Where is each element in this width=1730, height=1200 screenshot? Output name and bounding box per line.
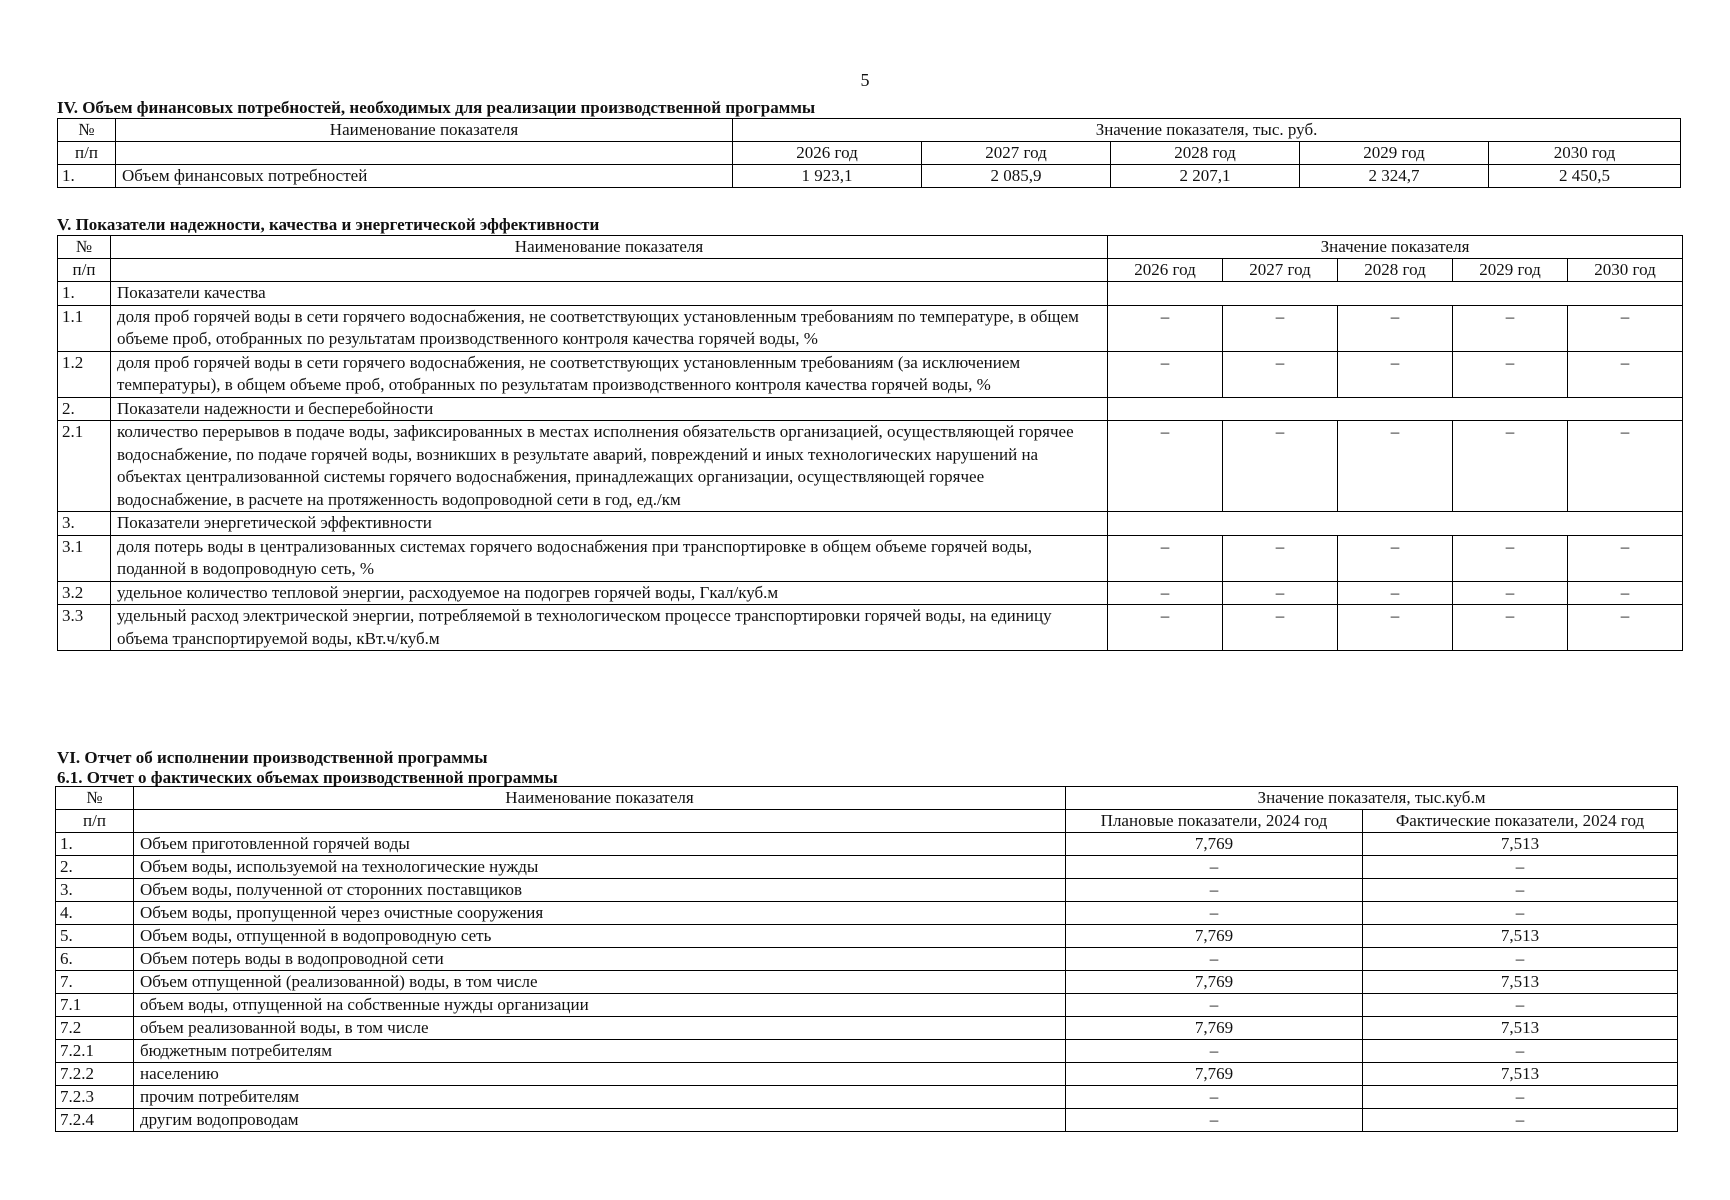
row-fact-value: 7,513 — [1363, 925, 1678, 948]
row-number: 7.2.2 — [56, 1063, 134, 1086]
row-name: Объем потерь воды в водопроводной сети — [134, 948, 1066, 971]
row-name: бюджетным потребителям — [134, 1040, 1066, 1063]
row-value: – — [1108, 351, 1223, 397]
row-value: – — [1108, 421, 1223, 512]
row-number: 7.1 — [56, 994, 134, 1017]
col-header-no: № — [56, 787, 134, 810]
row-value: – — [1108, 535, 1223, 581]
table-row — [56, 1109, 1678, 1132]
row-plan-value: – — [1066, 902, 1363, 925]
col-header-no: № — [58, 119, 116, 142]
row-value: – — [1568, 421, 1683, 512]
row-name: объем реализованной воды, в том числе — [134, 1017, 1066, 1040]
col-header-value: Значение показателя — [1108, 236, 1683, 259]
row-fact-value: 7,513 — [1363, 971, 1678, 994]
col-header-year: 2030 год — [1489, 142, 1681, 165]
col-header-year: 2027 год — [922, 142, 1111, 165]
row-number: 7.2.4 — [56, 1109, 134, 1132]
row-name: Показатели надежности и бесперебойности — [111, 397, 1108, 421]
row-plan-value: – — [1066, 879, 1363, 902]
col-header-value: Значение показателя, тыс. руб. — [733, 119, 1681, 142]
financial-needs-table — [57, 118, 1681, 188]
col-header-year: 2029 год — [1453, 259, 1568, 282]
row-value: 2 450,5 — [1489, 165, 1681, 188]
row-fact-value: 7,513 — [1363, 1017, 1678, 1040]
row-plan-value: – — [1066, 994, 1363, 1017]
row-fact-value: – — [1363, 1109, 1678, 1132]
page-number: 5 — [860, 70, 870, 90]
row-number: 1.2 — [58, 351, 111, 397]
col-header-year: 2028 год — [1338, 259, 1453, 282]
row-number: 7.2 — [56, 1017, 134, 1040]
row-number: 2. — [56, 856, 134, 879]
row-value: – — [1338, 421, 1453, 512]
row-value: – — [1453, 351, 1568, 397]
section6-title: VI. Отчет об исполнении производственной программы — [57, 748, 488, 767]
table-row — [58, 605, 1683, 651]
table-header-row — [58, 142, 1681, 165]
row-fact-value: – — [1363, 856, 1678, 879]
section4-title: IV. Объем финансовых потребностей, необходимых для реализации производственной программы — [57, 98, 816, 117]
row-name: доля проб горячей воды в сети горячего водоснабжения, не соответствующих установленным требованиям (за исключением температуры), в общем объеме проб, отобранных по результатам производственного контроля качества горячей воды, % — [111, 351, 1108, 397]
col-header-fact: Фактические показатели, 2024 год — [1363, 810, 1678, 833]
row-value: 2 207,1 — [1111, 165, 1300, 188]
row-number: 2.1 — [58, 421, 111, 512]
row-fact-value: – — [1363, 902, 1678, 925]
row-value: – — [1108, 605, 1223, 651]
table-row — [58, 535, 1683, 581]
table-row — [56, 856, 1678, 879]
row-number: 3.2 — [58, 581, 111, 605]
row-number: 1. — [58, 165, 116, 188]
col-header-year: 2028 год — [1111, 142, 1300, 165]
row-name: Объем воды, пропущенной через очистные сооружения — [134, 902, 1066, 925]
row-number: 5. — [56, 925, 134, 948]
row-name: Объем приготовленной горячей воды — [134, 833, 1066, 856]
row-value: – — [1453, 535, 1568, 581]
col-header-name: Наименование показателя — [111, 236, 1108, 259]
row-plan-value: – — [1066, 1086, 1363, 1109]
row-value: – — [1453, 421, 1568, 512]
group-row — [58, 397, 1683, 421]
row-value: – — [1568, 605, 1683, 651]
table-header-row — [58, 236, 1683, 259]
row-name: Объем финансовых потребностей — [116, 165, 733, 188]
col-header-name-blank — [116, 142, 733, 165]
table-row — [56, 879, 1678, 902]
row-value: – — [1338, 351, 1453, 397]
row-value: – — [1568, 351, 1683, 397]
row-fact-value: – — [1363, 1086, 1678, 1109]
row-number: 2. — [58, 397, 111, 421]
row-name: доля проб горячей воды в сети горячего водоснабжения, не соответствующих установленным требованиям по температуре, в общем объеме проб, отобранных по результатам производственного контроля качества горячей воды, % — [111, 305, 1108, 351]
table-header-row — [56, 787, 1678, 810]
table-row — [58, 165, 1681, 188]
row-number: 6. — [56, 948, 134, 971]
row-name: Объем воды, отпущенной в водопроводную сеть — [134, 925, 1066, 948]
row-value-blank — [1108, 512, 1683, 536]
row-name: другим водопроводам — [134, 1109, 1066, 1132]
row-plan-value: – — [1066, 1109, 1363, 1132]
table-row — [56, 902, 1678, 925]
col-header-year: 2029 год — [1300, 142, 1489, 165]
table-row — [56, 1040, 1678, 1063]
row-name: населению — [134, 1063, 1066, 1086]
row-value-blank — [1108, 397, 1683, 421]
col-header-no-2: п/п — [56, 810, 134, 833]
row-value: – — [1223, 421, 1338, 512]
col-header-no-2: п/п — [58, 259, 111, 282]
row-name: удельный расход электрической энергии, потребляемой в технологическом процессе транспортировки горячей воды, на единицу объема транспортируемой воды, кВт.ч/куб.м — [111, 605, 1108, 651]
group-row — [58, 282, 1683, 306]
row-plan-value: – — [1066, 856, 1363, 879]
row-name: Объем воды, полученной от сторонних поставщиков — [134, 879, 1066, 902]
col-header-year: 2026 год — [1108, 259, 1223, 282]
row-value: – — [1108, 581, 1223, 605]
row-number: 7. — [56, 971, 134, 994]
col-header-name: Наименование показателя — [116, 119, 733, 142]
group-row — [58, 512, 1683, 536]
row-name: Показатели качества — [111, 282, 1108, 306]
row-plan-value: 7,769 — [1066, 925, 1363, 948]
row-value: – — [1568, 305, 1683, 351]
row-plan-value: 7,769 — [1066, 833, 1363, 856]
row-value: 2 324,7 — [1300, 165, 1489, 188]
table-row — [58, 351, 1683, 397]
row-number: 1.1 — [58, 305, 111, 351]
table-row — [58, 305, 1683, 351]
row-fact-value: – — [1363, 879, 1678, 902]
table-row — [56, 948, 1678, 971]
table-row — [56, 833, 1678, 856]
row-value: – — [1223, 351, 1338, 397]
table-row — [56, 1063, 1678, 1086]
row-value: – — [1338, 305, 1453, 351]
row-name: количество перерывов в подаче воды, зафиксированных в местах исполнения обязательств организацией, осуществляющей горячее водоснабжение, по подаче горячей воды, возникших в результате аварий, повреждений и иных технологических нарушений на объектах централизованной системы горячего водоснабжения, принадлежащих организации, осуществляющей горячее водоснабжение, в расчете на протяженность водопроводной сети в год, ед./км — [111, 421, 1108, 512]
table-row — [56, 994, 1678, 1017]
row-number: 1. — [56, 833, 134, 856]
row-number: 3.3 — [58, 605, 111, 651]
row-value: – — [1453, 605, 1568, 651]
row-name: Показатели энергетической эффективности — [111, 512, 1108, 536]
row-value: – — [1453, 581, 1568, 605]
col-header-no-2: п/п — [58, 142, 116, 165]
table-row — [58, 421, 1683, 512]
row-value: – — [1338, 535, 1453, 581]
row-name: удельное количество тепловой энергии, расходуемое на подогрев горячей воды, Гкал/куб.м — [111, 581, 1108, 605]
col-header-name-blank — [134, 810, 1066, 833]
row-fact-value: 7,513 — [1363, 833, 1678, 856]
row-value: – — [1568, 581, 1683, 605]
col-header-plan: Плановые показатели, 2024 год — [1066, 810, 1363, 833]
col-header-year: 2030 год — [1568, 259, 1683, 282]
table-row — [56, 971, 1678, 994]
row-number: 7.2.3 — [56, 1086, 134, 1109]
row-number: 1. — [58, 282, 111, 306]
row-value: – — [1453, 305, 1568, 351]
row-plan-value: 7,769 — [1066, 971, 1363, 994]
table-header-row — [56, 810, 1678, 833]
row-name: доля потерь воды в централизованных системах горячего водоснабжения при транспортировке в общем объеме горячей воды, поданной в водопроводную сеть, % — [111, 535, 1108, 581]
row-value: 1 923,1 — [733, 165, 922, 188]
row-value-blank — [1108, 282, 1683, 306]
row-value: – — [1223, 581, 1338, 605]
col-header-year: 2027 год — [1223, 259, 1338, 282]
row-number: 3. — [58, 512, 111, 536]
row-number: 4. — [56, 902, 134, 925]
row-name: Объем отпущенной (реализованной) воды, в том числе — [134, 971, 1066, 994]
row-fact-value: 7,513 — [1363, 1063, 1678, 1086]
section6-subtitle: 6.1. Отчет о фактических объемах производственной программы — [57, 768, 558, 787]
row-name: прочим потребителям — [134, 1086, 1066, 1109]
row-value: – — [1223, 605, 1338, 651]
table-row — [56, 1017, 1678, 1040]
row-fact-value: – — [1363, 1040, 1678, 1063]
col-header-year: 2026 год — [733, 142, 922, 165]
table-row — [58, 581, 1683, 605]
row-value: – — [1338, 581, 1453, 605]
section5-title: V. Показатели надежности, качества и энергетической эффективности — [57, 215, 600, 234]
row-plan-value: – — [1066, 1040, 1363, 1063]
row-value: – — [1568, 535, 1683, 581]
table-row — [56, 1086, 1678, 1109]
actual-volumes-table — [55, 786, 1678, 1132]
row-name: Объем воды, используемой на технологические нужды — [134, 856, 1066, 879]
col-header-name-blank — [111, 259, 1108, 282]
table-header-row — [58, 119, 1681, 142]
row-value: 2 085,9 — [922, 165, 1111, 188]
row-number: 3.1 — [58, 535, 111, 581]
row-number: 7.2.1 — [56, 1040, 134, 1063]
col-header-name: Наименование показателя — [134, 787, 1066, 810]
table-header-row — [58, 259, 1683, 282]
row-number: 3. — [56, 879, 134, 902]
row-name: объем воды, отпущенной на собственные нужды организации — [134, 994, 1066, 1017]
row-fact-value: – — [1363, 948, 1678, 971]
col-header-no: № — [58, 236, 111, 259]
table-row — [56, 925, 1678, 948]
row-plan-value: 7,769 — [1066, 1063, 1363, 1086]
row-value: – — [1223, 305, 1338, 351]
col-header-value: Значение показателя, тыс.куб.м — [1066, 787, 1678, 810]
row-plan-value: 7,769 — [1066, 1017, 1363, 1040]
row-value: – — [1338, 605, 1453, 651]
reliability-indicators-table — [57, 235, 1683, 651]
row-value: – — [1223, 535, 1338, 581]
row-fact-value: – — [1363, 994, 1678, 1017]
row-plan-value: – — [1066, 948, 1363, 971]
row-value: – — [1108, 305, 1223, 351]
